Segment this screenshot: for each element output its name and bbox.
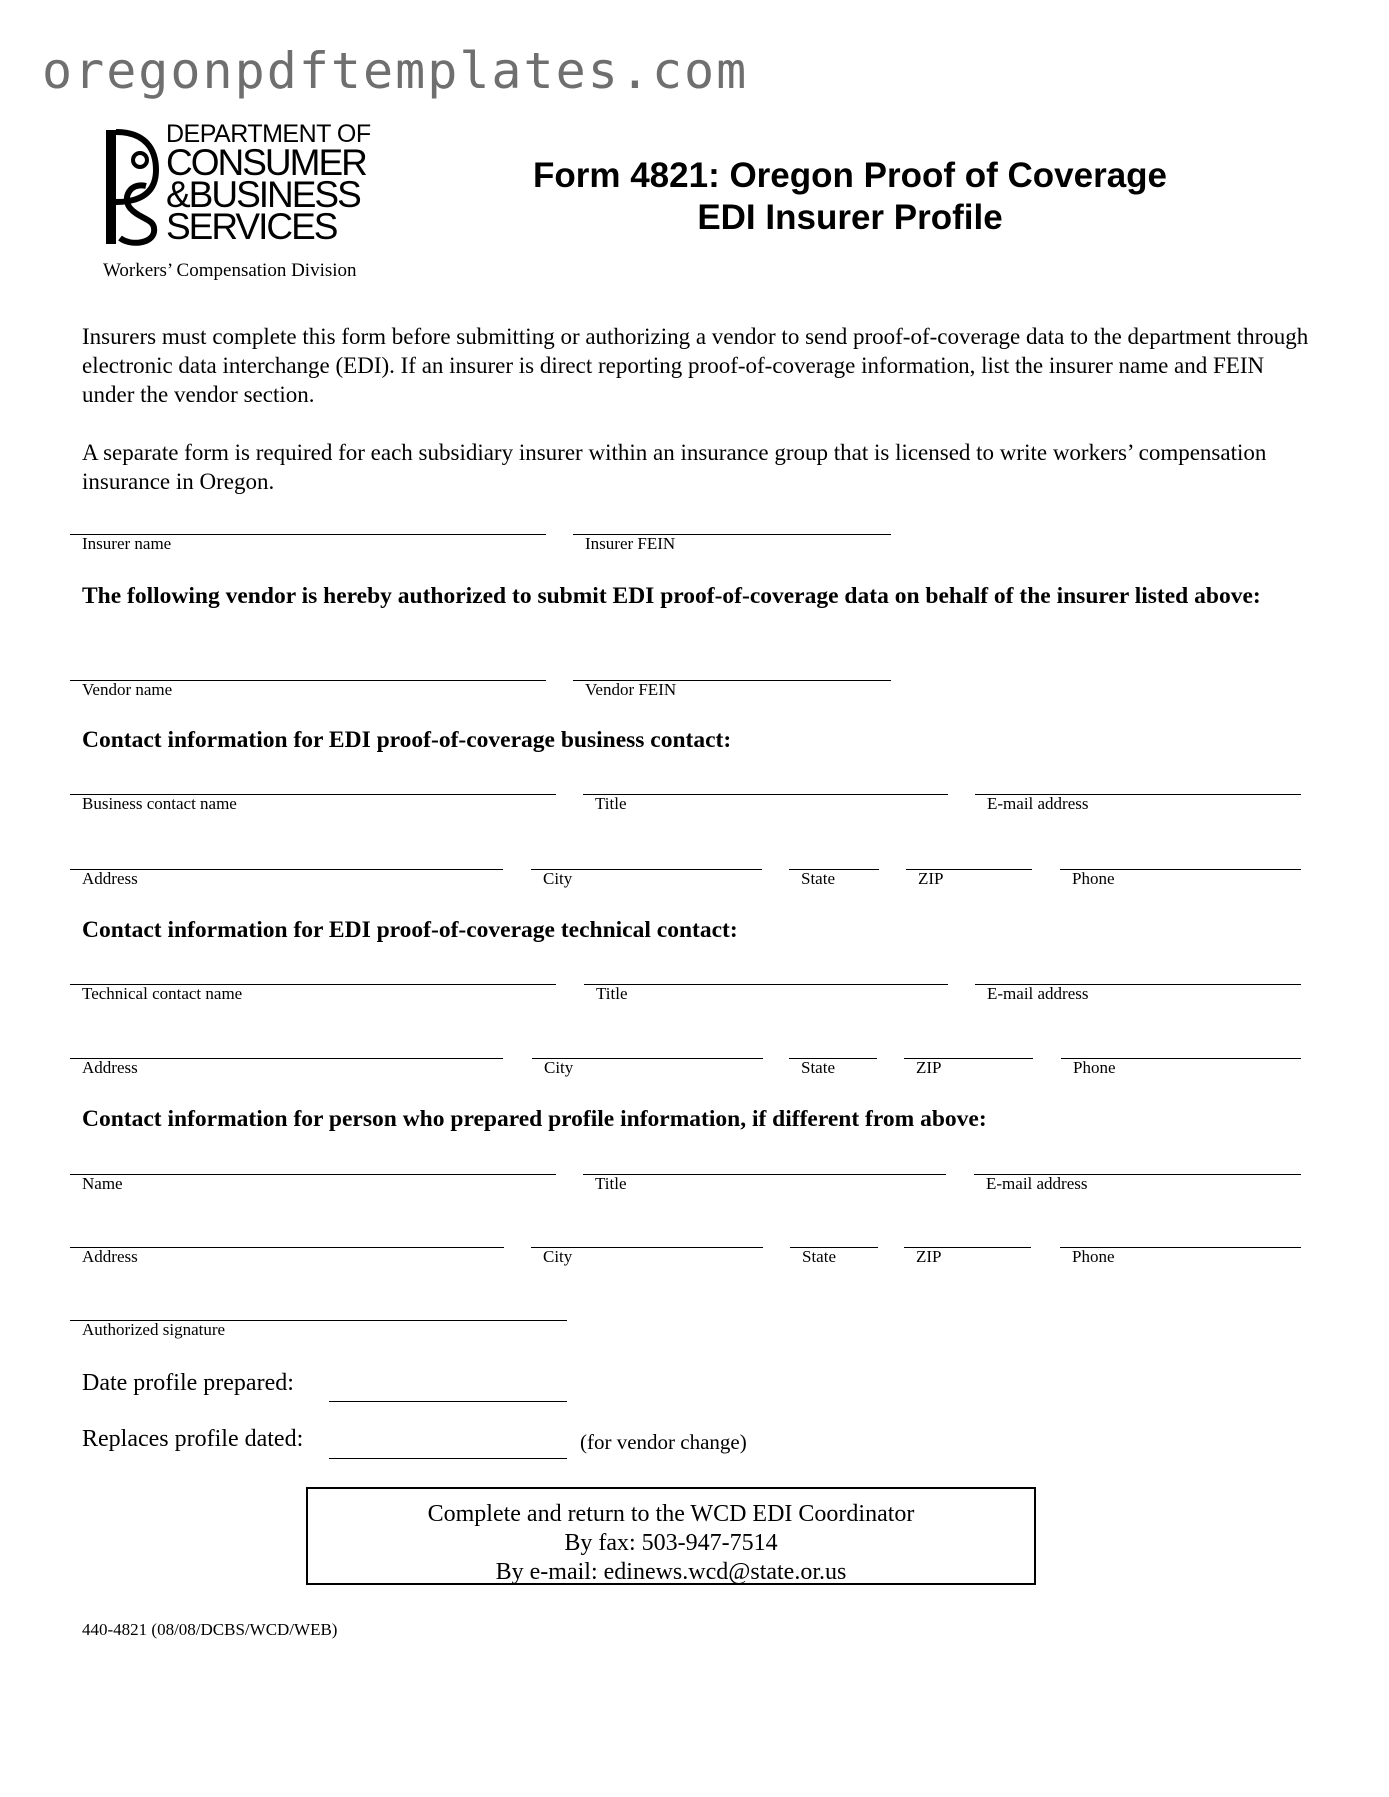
vendor-name-label: Vendor name: [82, 680, 173, 699]
return-instructions-line1: Complete and return to the WCD EDI Coordinator: [427, 1501, 915, 1527]
business-contact-state-label: State: [801, 869, 835, 888]
business-contact-zip-label: ZIP: [918, 869, 944, 888]
form-title-line1: Form 4821: Oregon Proof of Coverage: [532, 156, 1168, 195]
vendor-fein-label: Vendor FEIN: [585, 680, 677, 699]
form-title-line2: EDI Insurer Profile: [697, 198, 1003, 237]
vendor-heading: The following vendor is hereby authorized to submit EDI proof-of-coverage data on behalf of the insurer listed above:: [82, 583, 1261, 609]
technical-contact-address-label: Address: [82, 1058, 138, 1077]
form-number: 440-4821 (08/08/DCBS/WCD/WEB): [82, 1620, 338, 1639]
date-prepared-field[interactable]: [329, 1401, 567, 1402]
technical-contact-title-label: Title: [596, 984, 628, 1003]
logo-line-department: DEPARTMENT OF: [166, 120, 371, 148]
business-contact-title-label: Title: [595, 794, 627, 813]
technical-contact-city-label: City: [544, 1058, 574, 1077]
preparer-title-field[interactable]: [583, 1174, 946, 1175]
preparer-title-label: Title: [595, 1174, 627, 1193]
business-contact-email-label: E-mail address: [987, 794, 1089, 813]
technical-contact-phone-label: Phone: [1073, 1058, 1116, 1077]
preparer-city-label: City: [543, 1247, 573, 1266]
business-contact-city-label: City: [543, 869, 573, 888]
dcbs-monogram-icon: [100, 126, 162, 248]
date-prepared-label: Date profile prepared:: [82, 1370, 294, 1396]
preparer-zip-label: ZIP: [916, 1247, 942, 1266]
preparer-name-field[interactable]: [70, 1174, 556, 1175]
preparer-contact-heading: Contact information for person who prepared profile information, if different from above:: [82, 1106, 987, 1132]
division-name: Workers’ Compensation Division: [103, 260, 357, 281]
business-contact-heading: Contact information for EDI proof-of-coverage business contact:: [82, 727, 732, 753]
insurer-fein-label: Insurer FEIN: [585, 534, 676, 553]
insurer-name-label: Insurer name: [82, 534, 172, 553]
return-instructions-box: [306, 1487, 1036, 1585]
authorized-signature-label: Authorized signature: [82, 1320, 226, 1339]
watermark-text: oregonpdftemplates.com: [42, 42, 749, 100]
preparer-state-label: State: [802, 1247, 836, 1266]
form-title: [470, 155, 1230, 239]
technical-contact-zip-label: ZIP: [916, 1058, 942, 1077]
preparer-email-label: E-mail address: [986, 1174, 1088, 1193]
business-contact-name-label: Business contact name: [82, 794, 237, 813]
preparer-phone-label: Phone: [1072, 1247, 1115, 1266]
business-contact-title-field[interactable]: [583, 794, 948, 795]
technical-contact-title-field[interactable]: [584, 984, 948, 985]
logo-wordmark: [166, 120, 371, 247]
logo-line-consumer: CONSUMER: [166, 142, 366, 183]
logo-line-services: SERVICES: [166, 205, 337, 247]
preparer-address-label: Address: [82, 1247, 138, 1266]
replaces-profile-field[interactable]: [329, 1458, 567, 1459]
technical-contact-heading: Contact information for EDI proof-of-coverage technical contact:: [82, 917, 738, 943]
dcbs-logo: [100, 120, 371, 254]
intro-paragraph-1: Insurers must complete this form before submitting or authorizing a vendor to send proof-of-coverage data to the department through electronic data interchange (EDI). If an insurer is direct reporting proof-of-coverage information, list the insurer name and FEIN under the vendor section.: [82, 324, 1309, 407]
technical-contact-state-label: State: [801, 1058, 835, 1077]
technical-contact-email-label: E-mail address: [987, 984, 1089, 1003]
preparer-name-label: Name: [82, 1174, 123, 1193]
replaces-profile-label: Replaces profile dated:: [82, 1426, 304, 1452]
logo-line-business: &BUSINESS: [166, 173, 360, 215]
business-contact-phone-label: Phone: [1072, 869, 1115, 888]
technical-contact-name-label: Technical contact name: [82, 984, 243, 1003]
return-email: By e-mail: edinews.wcd@state.or.us: [495, 1559, 847, 1585]
business-contact-address-label: Address: [82, 869, 138, 888]
return-fax: By fax: 503-947-7514: [564, 1530, 778, 1556]
vendor-change-note: (for vendor change): [580, 1430, 747, 1454]
intro-paragraph-2: A separate form is required for each subsidiary insurer within an insurance group that is licensed to write workers’ compensation insurance in Oregon.: [82, 440, 1267, 494]
